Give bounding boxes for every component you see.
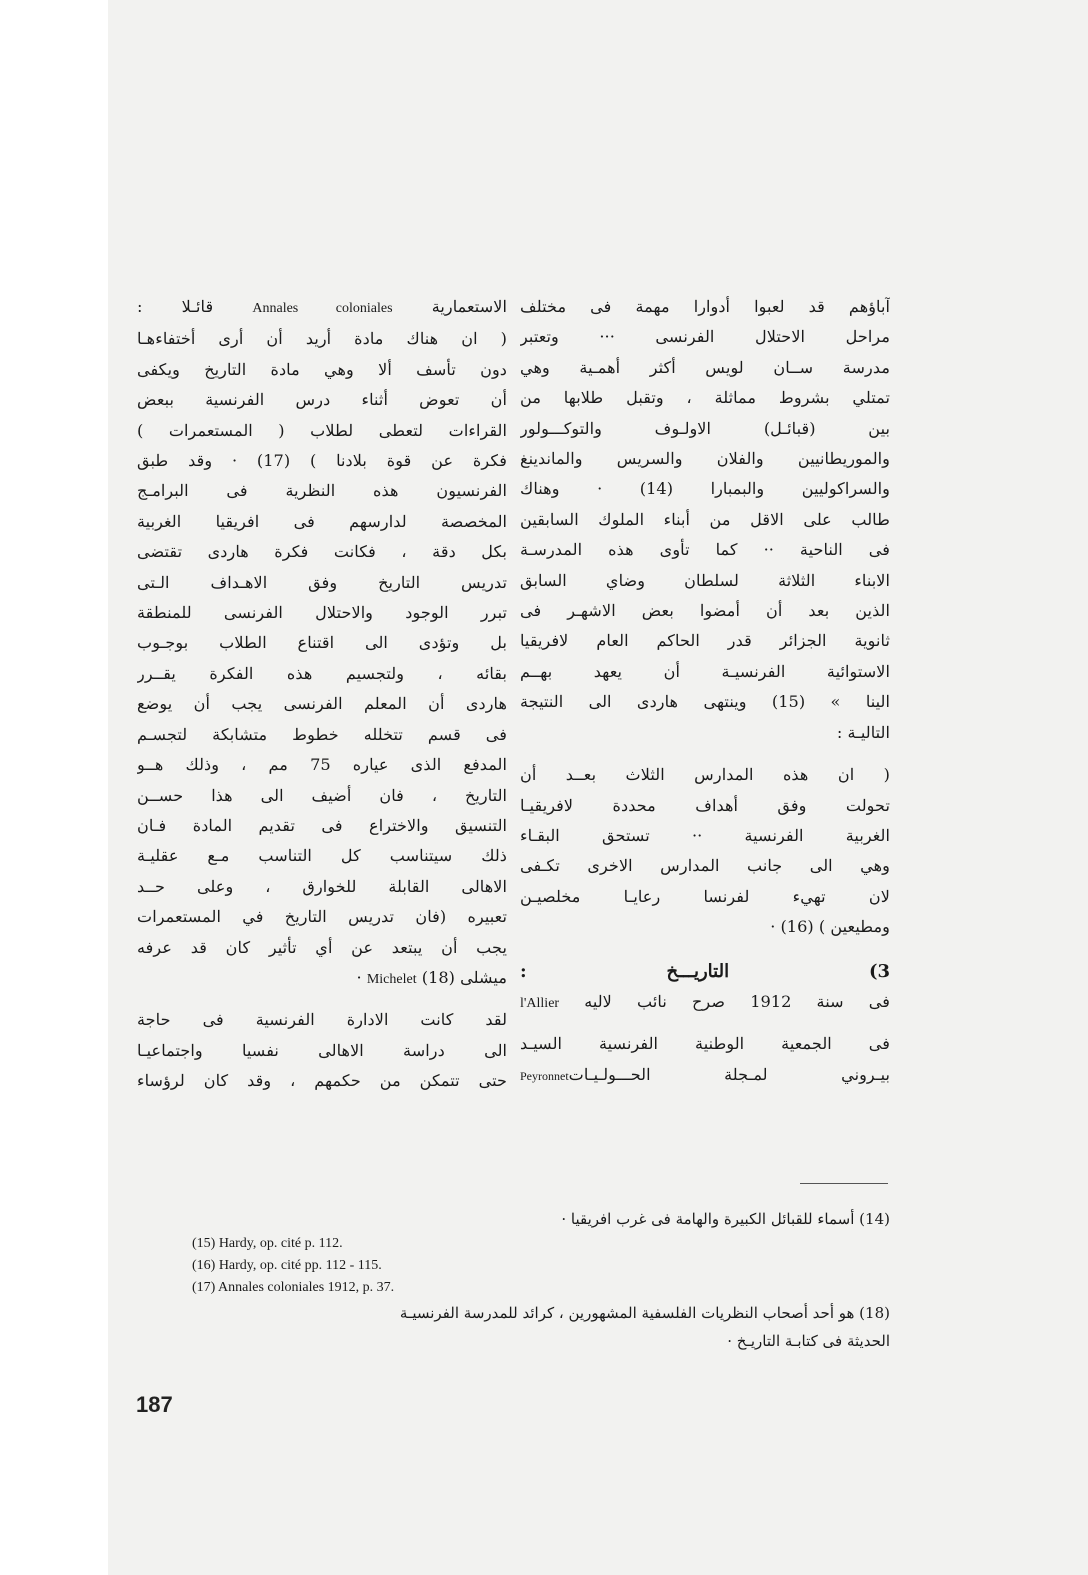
section-heading: 3) التاريـــخ : [520, 960, 890, 982]
text-line: بقائه ، ولتجسيم هذه الفكرة يقــرر [137, 663, 507, 683]
text-line: لقد كانت الادارة الفرنسية فى حاجة [137, 1010, 507, 1030]
footnote-16: (16) Hardy, op. cité pp. 112 - 115. [192, 1258, 382, 1273]
section-line-2: فى الجمعية الوطنية الفرنسية السيـد [520, 1034, 890, 1054]
text-line: التنسيق والاختراع فى تقديم المادة فـان [137, 815, 507, 835]
left-first-line [137, 292, 507, 324]
quote-line: لان تهيء لفرنسا رعايـا مخلصيـن [520, 886, 890, 906]
text-line: بين (قبائـل) الاولـوف والتوكـــولور [520, 418, 890, 438]
michelet-line [137, 963, 507, 995]
text-line: تعبيره (فان تدريس التاريخ في المستعمرات [137, 907, 507, 927]
text-line: فكرة عن قوة بلادنا ) (17) · وقد طبق [137, 451, 507, 471]
page-number: 187 [136, 1392, 173, 1417]
text-line: الينا » (15) وينتهى هاردى الى النتيجة [520, 692, 890, 712]
michelet-arabic: ميشلى [460, 967, 507, 987]
left-first-line-end: قائـلا : [137, 297, 214, 316]
quote-line: ومطيعين ) (16) · [770, 917, 890, 937]
text-line: المخصصة لدارسهم فى افريقيا الغربية [137, 511, 507, 531]
footnote-14: (14) أسماء للقبائل الكبيرة والهامة فى غرب افريقيا · [561, 1210, 890, 1228]
text-line: التاريخ ، فان أضيف الى هذا حســن [137, 785, 507, 805]
text-line: ذلك سيتناسب كل التناسب مـع عقليـة [137, 846, 507, 866]
text-line: القراءات لتعطى لطلاب ( المستعمرات ) [137, 420, 507, 440]
text-line: حتى تتمكن من حكمهم ، وقد كان لرؤساء [137, 1071, 507, 1091]
text-line: بكل دقة ، فكانت فكرة هاردى تقتضى [137, 542, 507, 562]
text-line: طالب على الاقل من أبناء الملوك السابقين [520, 509, 890, 529]
text-line: يجب أن يبتعد عن أي تأثير كان قد عرفه [137, 937, 507, 957]
left-column-body [137, 324, 507, 963]
text-line: تمتلي بشروط مماثلة ، وتقبل طلابها من [520, 388, 890, 408]
footnote-rule [800, 1183, 888, 1184]
text-line: أن تعوض أثناء درس الفرنسية ببعض [137, 390, 507, 410]
quote-line: وهي الى جانب المدارس الاخرى تكـفى [520, 856, 890, 876]
text-line: ( ان هناك مادة أريد أن أرى أختفاءهـا [137, 329, 507, 349]
text-line: مراحل الاحتلال الفرنسى ··· وتعتبر [520, 327, 890, 347]
quote-line: تحولت وفق أهداف محددة لافريقيـا [520, 795, 890, 815]
right-column-body [520, 292, 890, 748]
section-line-3-latin: Peyronnet [520, 1068, 569, 1083]
text-line: تدريس التاريخ وفق الاهـداف الـتى [137, 572, 507, 592]
section-line-1-latin: l'Allier [520, 995, 560, 1011]
text-line: دون تأسف ألا وهي مادة التاريخ ويكفى [137, 359, 507, 379]
section-line-1 [520, 987, 890, 1019]
text-line: مدرسة ســان لويس أكثر أهمـية وهي [520, 357, 890, 377]
footnote-18-line-1: (18) هو أحد أصحاب النظريات الفلسفية المشهورين ، كرائد للمدرسة الفرنسيـة [399, 1304, 890, 1322]
text-line: آباؤهم قد لعبوا أدوارا مهمة فى مختلف [520, 297, 890, 316]
right-column [520, 292, 890, 1091]
text-line: تبرر الوجود والاحتلال الفرنسى للمنطقة [137, 603, 507, 623]
footnotes [140, 1205, 890, 1355]
left-column-final [137, 1005, 507, 1096]
text-line: الذين بعد أن أمضوا بعض الاشهـر فى [520, 601, 890, 621]
text-line: بل وتؤدى الى اقتناع الطلاب بوجـوب [137, 633, 507, 653]
footnote-15: (15) Hardy, op. cité p. 112. [192, 1236, 343, 1251]
footnote-17: (17) Annales coloniales 1912, p. 37. [192, 1280, 395, 1295]
quote-line: الغربية الفرنسية ·· تستحق البقـاء [520, 825, 890, 845]
text-line: والموريطانيين والفلان والسريس والماندينغ [520, 449, 890, 469]
text-line: التاليـة : [836, 722, 890, 742]
text-line: الى دراسة الاهالى نفسيا واجتماعيـا [137, 1040, 507, 1060]
footnote-18-line-2: الحديثة فى كتابـة التاريـخ · [727, 1332, 890, 1350]
michelet-latin: Michelet [366, 971, 417, 987]
right-column-quote [520, 760, 890, 942]
text-line: الاهالى القابلة للخوارق ، وعلى حــد [137, 876, 507, 896]
left-column [137, 292, 507, 1097]
text-line: الاستوائية الفرنسيـة أن يعهد بهــم [520, 661, 890, 681]
left-first-line-latin: Annales coloniales [252, 301, 393, 316]
michelet-tail: (18) · [356, 967, 455, 987]
text-line: فى الناحية ·· كما تأوى هذه المدرسـة [520, 540, 890, 560]
section-line-3 [520, 1060, 890, 1091]
text-line: فى قسم تتخلله خطوط متشابكة لتجسـم [137, 724, 507, 744]
section-line-1-arabic: فى سنة 1912 صرح نائب لاليه [584, 991, 890, 1011]
text-line: والسراكوليين والبمبارا (14) · وهناك [520, 479, 890, 499]
section-line-3-arabic: بيـروني لمـجلة الحـــولـيـات [568, 1064, 890, 1084]
text-line: الابناء الثلاثة لسلطان وضاي السابق [520, 570, 890, 590]
text-line: الفرنسيون هذه النظرية فى البرامـج [137, 481, 507, 501]
text-line: ثانوية الجزائر قدر الحاكم العام لافريقيا [520, 631, 890, 651]
text-line: هاردى أن المعلم الفرنسى يجب أن يوضع [137, 694, 507, 714]
quote-line: ( ان هذه المدارس الثلاث بعــد أن [520, 765, 890, 785]
text-line: المدفع الذى عياره 75 مم ، وذلك هــو [137, 755, 507, 775]
left-first-line-start: الاستعمارية [431, 297, 507, 316]
